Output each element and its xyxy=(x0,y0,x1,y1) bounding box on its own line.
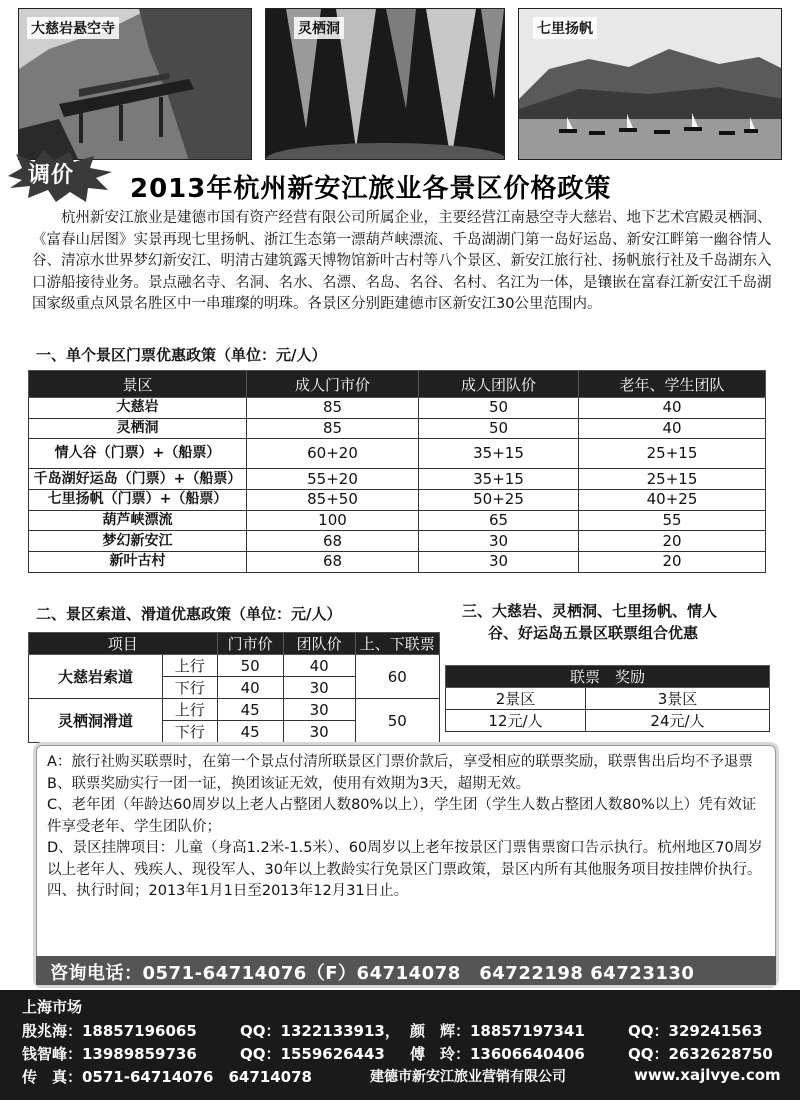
combo-ticket-table xyxy=(445,665,770,732)
table-cell: 30 xyxy=(283,721,355,743)
table-cell: 上行 xyxy=(162,655,217,677)
table-header-cell: 门市价 xyxy=(217,633,283,655)
photo-qilixiangfan xyxy=(518,8,782,160)
table-cell: 大慈岩 xyxy=(29,398,247,419)
note-d: D、景区挂牌项目：儿童（身高1.2米-1.5米）、60周岁以上老年按景区门票售票窗口告示执行。杭州地区70周岁以上老年人、残疾人、现役军人、30年以上教龄实行免景区门票政策，景区内所有其他服务项目按挂牌价执行。 xyxy=(47,840,763,878)
table-cell: 45 xyxy=(217,699,283,721)
table-cell: 3景区 xyxy=(586,688,770,710)
table-cell: 下行 xyxy=(162,721,217,743)
table-cell: 30 xyxy=(283,699,355,721)
table-cell: 40 xyxy=(579,418,766,439)
table-header-cell: 联票 奖励 xyxy=(446,666,770,688)
website-link[interactable]: www.xajlvye.com xyxy=(634,1066,781,1084)
table-cell: 60 xyxy=(355,655,439,699)
table-cell: 梦幻新安江 xyxy=(29,531,247,552)
table-cell: 35+15 xyxy=(419,439,579,469)
section-heading-three-cont: 谷、好运岛五景区联票组合优惠 xyxy=(488,624,699,642)
company-name: 建德市新安江旅业营销有限公司 xyxy=(370,1069,566,1085)
section-heading-one: 一、单个景区门票优惠政策（单位：元/人） xyxy=(36,346,327,364)
note-c: C、老年团（年龄达60周岁以上老人占整团人数80%以上），学生团（学生人数占整团人数80%以上）凭有效证件享受老年、学生团队价； xyxy=(47,797,757,835)
table-cell: 65 xyxy=(419,510,579,531)
table-row xyxy=(446,710,770,732)
table-cell: 2景区 xyxy=(446,688,586,710)
table-header-row xyxy=(446,666,770,688)
table-header-cell: 老年、学生团队 xyxy=(579,371,766,398)
table-cell: 55 xyxy=(579,510,766,531)
table-cell: 68 xyxy=(247,531,419,552)
table-cell: 25+15 xyxy=(579,469,766,490)
table-cell: 85 xyxy=(247,398,419,419)
contact-name-phone: 钱智峰：13989859736 xyxy=(22,1045,197,1063)
table-cell: 情人谷（门票）+（船票） xyxy=(29,439,247,469)
table-header-row xyxy=(29,371,766,398)
table-cell: 25+15 xyxy=(579,439,766,469)
table-cell: 上行 xyxy=(162,699,217,721)
ticket-price-table xyxy=(28,370,766,573)
table-row xyxy=(446,688,770,710)
page-title: 2013年杭州新安江旅业各景区价格政策 xyxy=(130,174,612,204)
table-cell: 灵栖洞 xyxy=(29,418,247,439)
table-header-cell: 成人门市价 xyxy=(247,371,419,398)
table-row xyxy=(29,398,766,419)
table-cell: 50 xyxy=(419,398,579,419)
hotline-bar: 咨询电话：0571-64714076（F）64714078 64722198 64723130 xyxy=(36,956,776,985)
contact-row xyxy=(22,1020,800,1043)
table-cell: 30 xyxy=(419,531,579,552)
contact-row xyxy=(22,1043,800,1066)
contact-row xyxy=(22,1066,800,1089)
table-cell: 千岛湖好运岛（门票）+（船票） xyxy=(29,469,247,490)
contact-qq: QQ：1559626443 xyxy=(240,1045,385,1063)
table-header-cell: 项目 xyxy=(29,633,218,655)
contact-qq: QQ：1322133913， xyxy=(240,1022,400,1040)
table-cell: 40 xyxy=(217,677,283,699)
contact-qq: QQ：329241563 xyxy=(628,1022,763,1040)
table-cell: 40+25 xyxy=(579,490,766,511)
table-cell: 35+15 xyxy=(419,469,579,490)
table-header-cell: 景区 xyxy=(29,371,247,398)
badge-text: 调价 xyxy=(28,163,75,188)
table-cell: 下行 xyxy=(162,677,217,699)
table-row xyxy=(29,552,766,573)
table-cell: 灵栖洞滑道 xyxy=(29,699,163,743)
table-header-cell: 上、下联票 xyxy=(355,633,439,655)
table-cell: 100 xyxy=(247,510,419,531)
fax-numbers: 传 真：0571-64714076 64714078 xyxy=(22,1068,312,1086)
table-row xyxy=(29,510,766,531)
table-cell: 20 xyxy=(579,552,766,573)
table-cell: 30 xyxy=(419,552,579,573)
table-cell: 40 xyxy=(283,655,355,677)
market-label: 上海市场 xyxy=(22,998,83,1016)
table-row xyxy=(29,699,440,721)
table-cell: 68 xyxy=(247,552,419,573)
contact-name-phone: 殷兆海：18857196065 xyxy=(22,1022,197,1040)
intro-paragraph: 杭州新安江旅业是建德市国有资产经营有限公司所属企业，主要经营江南悬空寺大慈岩、地下艺术宫殿灵栖洞、《富春山居图》实景再现七里扬帆、浙江生态第一漂葫芦峡漂流、千岛湖湖门第一岛好运岛、新安江畔第一幽谷情人谷、清凉水世界梦幻新安江、明清古建筑露天博物馆新叶古村等八个景区、新安江旅行社、扬帆旅行社及千岛湖东入口游船接待业务。景点融名寺、名洞、名水、名漂、名岛、名谷、名村、名江为一体，是镶嵌在富春江新安江千岛湖国家级重点风景名胜区中一串璀璨的明珠。各景区分别距建德市区新安江30公里范围内。 xyxy=(32,210,772,312)
photo-label: 灵栖洞 xyxy=(294,17,344,39)
table-cell: 50 xyxy=(355,699,439,743)
table-cell: 45 xyxy=(217,721,283,743)
table-row xyxy=(29,418,766,439)
table-header-cell: 团队价 xyxy=(283,633,355,655)
table-cell: 葫芦峡漂流 xyxy=(29,510,247,531)
section-heading-two: 二、景区索道、滑道优惠政策（单位：元/人） xyxy=(36,605,342,623)
photo-label: 七里扬帆 xyxy=(533,17,597,39)
table-cell: 七里扬帆（门票）+（船票） xyxy=(29,490,247,511)
table-cell: 12元/人 xyxy=(446,710,586,732)
table-row xyxy=(29,655,440,677)
table-row xyxy=(29,490,766,511)
table-cell: 50+25 xyxy=(419,490,579,511)
table-cell: 55+20 xyxy=(247,469,419,490)
table-cell: 30 xyxy=(283,677,355,699)
note-period: 四、执行时间；2013年1月1日至2013年12月31日止。 xyxy=(47,883,409,899)
table-row xyxy=(29,531,766,552)
table-cell: 85 xyxy=(247,418,419,439)
table-cell: 50 xyxy=(217,655,283,677)
cableway-price-table xyxy=(28,632,440,743)
table-cell: 新叶古村 xyxy=(29,552,247,573)
table-header-cell: 成人团队价 xyxy=(419,371,579,398)
table-row xyxy=(29,469,766,490)
table-cell: 50 xyxy=(419,418,579,439)
photo-dacIyan xyxy=(18,8,252,160)
table-cell: 大慈岩索道 xyxy=(29,655,163,699)
photo-lingqidong xyxy=(265,8,505,160)
section-heading-three: 三、大慈岩、灵栖洞、七里扬帆、情人 xyxy=(462,602,718,620)
contact-name-phone: 傅 玲：13606640406 xyxy=(410,1045,585,1063)
table-row xyxy=(29,439,766,469)
table-cell: 20 xyxy=(579,531,766,552)
note-a: A：旅行社购买联票时，在第一个景点付清所联景区门票价款后，享受相应的联票奖励，联票售出后均不予退票 xyxy=(47,754,753,770)
table-cell: 40 xyxy=(579,398,766,419)
footer xyxy=(0,990,800,1100)
notes-box xyxy=(36,745,776,985)
note-b: B、联票奖励实行一团一证，换团该证无效，使用有效期为3天，超期无效。 xyxy=(47,775,531,792)
table-cell: 85+50 xyxy=(247,490,419,511)
table-cell: 60+20 xyxy=(247,439,419,469)
contact-qq: QQ：2632628750 xyxy=(628,1045,773,1063)
photo-label: 大慈岩悬空寺 xyxy=(27,17,119,39)
table-header-row xyxy=(29,633,440,655)
table-cell: 24元/人 xyxy=(586,710,770,732)
contact-name-phone: 颜 辉：18857197341 xyxy=(410,1022,585,1040)
